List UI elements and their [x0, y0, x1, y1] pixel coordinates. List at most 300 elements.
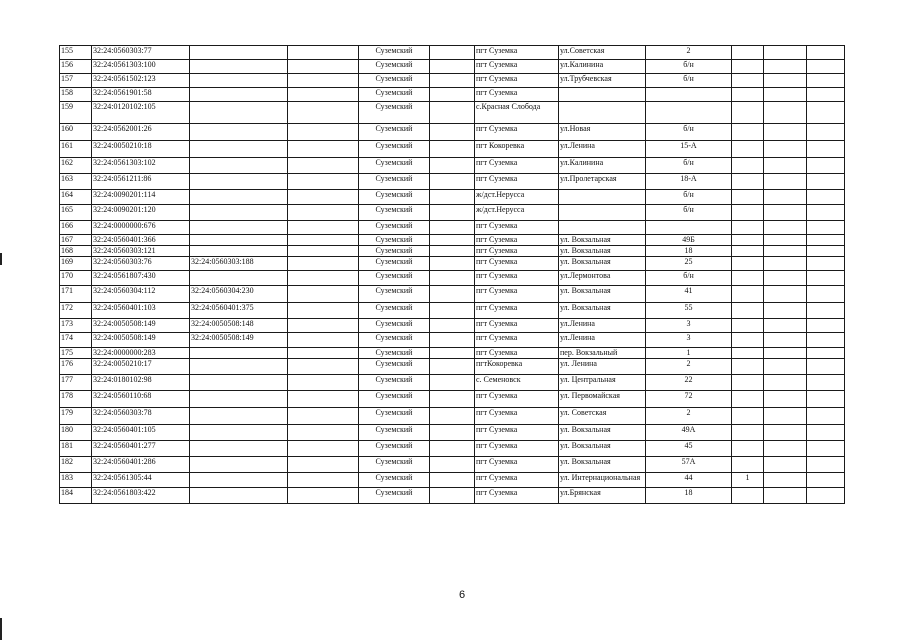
cell-street: ул. Вокзальная [559, 257, 646, 271]
cell-empty [288, 271, 359, 286]
cell-house: 49А [646, 425, 732, 441]
cell-cad2 [190, 102, 288, 124]
cell-n: 158 [60, 88, 92, 102]
cell-empty [807, 348, 845, 359]
cell-cad2: 32:24:0050508:148 [190, 319, 288, 333]
cell-house: 3 [646, 333, 732, 348]
registry-table [59, 45, 845, 504]
cell-empty [288, 359, 359, 375]
cell-district: Суземский [359, 286, 430, 303]
cell-settlement: пгт Суземка [475, 235, 559, 246]
cell-empty [288, 319, 359, 333]
cell-extra [732, 391, 764, 408]
cell-cad2 [190, 391, 288, 408]
cell-district: Суземский [359, 60, 430, 74]
cell-settlement: пгт Суземка [475, 158, 559, 174]
cell-settlement: пгт Суземка [475, 221, 559, 235]
cell-empty [764, 141, 807, 158]
cell-cad: 32:24:0561803:422 [92, 488, 190, 504]
cell-empty [807, 246, 845, 257]
table-row [60, 303, 845, 319]
cell-n: 156 [60, 60, 92, 74]
cell-cad2 [190, 124, 288, 141]
cell-cad: 32:24:0560110:68 [92, 391, 190, 408]
cell-street: ул. Вокзальная [559, 441, 646, 457]
cell-cad2 [190, 174, 288, 190]
cell-cad: 32:24:0560304:112 [92, 286, 190, 303]
cell-extra [732, 457, 764, 473]
table-row [60, 102, 845, 124]
cell-street: ул. Вокзальная [559, 235, 646, 246]
cell-settlement: ж/дст.Нерусса [475, 190, 559, 205]
cell-empty [430, 205, 475, 221]
cell-n: 168 [60, 246, 92, 257]
cell-extra [732, 425, 764, 441]
cell-extra [732, 246, 764, 257]
cell-district: Суземский [359, 141, 430, 158]
cell-cad: 32:24:0050210:18 [92, 141, 190, 158]
cell-extra [732, 174, 764, 190]
cell-cad2 [190, 348, 288, 359]
cell-cad: 32:24:0560401:105 [92, 425, 190, 441]
cell-empty [288, 286, 359, 303]
cell-district: Суземский [359, 391, 430, 408]
table-row [60, 235, 845, 246]
cell-extra [732, 286, 764, 303]
cell-n: 165 [60, 205, 92, 221]
cell-empty [807, 257, 845, 271]
cell-empty [764, 102, 807, 124]
cell-extra [732, 46, 764, 60]
cell-settlement: пгт Суземка [475, 60, 559, 74]
cell-cad: 32:24:0561303:100 [92, 60, 190, 74]
cell-n: 180 [60, 425, 92, 441]
cell-extra [732, 190, 764, 205]
cell-cad: 32:24:0560303:77 [92, 46, 190, 60]
cell-empty [764, 174, 807, 190]
cell-house: 2 [646, 46, 732, 60]
cell-empty [430, 246, 475, 257]
cell-settlement: пгт Суземка [475, 74, 559, 88]
cell-street [559, 88, 646, 102]
cell-extra [732, 271, 764, 286]
cell-empty [807, 102, 845, 124]
cell-district: Суземский [359, 74, 430, 88]
scan-edge-mark-top [0, 253, 2, 265]
cell-house: б/н [646, 124, 732, 141]
cell-house [646, 221, 732, 235]
cell-street: ул.Калинина [559, 60, 646, 74]
cell-cad: 32:24:0000000:283 [92, 348, 190, 359]
cell-settlement: пгт Суземка [475, 124, 559, 141]
cell-cad2 [190, 441, 288, 457]
cell-n: 171 [60, 286, 92, 303]
cell-empty [764, 348, 807, 359]
cell-empty [807, 158, 845, 174]
cell-street [559, 102, 646, 124]
cell-street: ул.Лермонтова [559, 271, 646, 286]
cell-empty [807, 441, 845, 457]
cell-district: Суземский [359, 174, 430, 190]
cell-house: 25 [646, 257, 732, 271]
cell-empty [764, 441, 807, 457]
cell-cad2 [190, 88, 288, 102]
cell-empty [764, 88, 807, 102]
cell-empty [288, 205, 359, 221]
cell-empty [807, 74, 845, 88]
cell-cad: 32:24:0560401:277 [92, 441, 190, 457]
cell-n: 166 [60, 221, 92, 235]
cell-empty [807, 141, 845, 158]
cell-extra [732, 124, 764, 141]
cell-empty [764, 375, 807, 391]
cell-empty [288, 102, 359, 124]
cell-house: 49Б [646, 235, 732, 246]
cell-district: Суземский [359, 124, 430, 141]
cell-district: Суземский [359, 457, 430, 473]
cell-empty [430, 319, 475, 333]
cell-n: 163 [60, 174, 92, 190]
cell-cad2 [190, 408, 288, 425]
cell-extra [732, 319, 764, 333]
cell-empty [430, 271, 475, 286]
cell-house: 72 [646, 391, 732, 408]
cell-street: ул. Вокзальная [559, 286, 646, 303]
table-row [60, 333, 845, 348]
cell-house: б/н [646, 60, 732, 74]
table-row [60, 271, 845, 286]
cell-extra [732, 333, 764, 348]
cell-street: ул. Интернациональная [559, 473, 646, 488]
cell-cad: 32:24:0560303:121 [92, 246, 190, 257]
cell-cad: 32:24:0561807:430 [92, 271, 190, 286]
cell-extra [732, 60, 764, 74]
cell-cad2: 32:24:0560304:230 [190, 286, 288, 303]
cell-district: Суземский [359, 235, 430, 246]
cell-cad: 32:24:0561305:44 [92, 473, 190, 488]
cell-cad2 [190, 74, 288, 88]
cell-empty [288, 457, 359, 473]
cell-street: ул. Советская [559, 408, 646, 425]
cell-empty [288, 46, 359, 60]
cell-extra [732, 348, 764, 359]
cell-cad2: 32:24:0560401:375 [190, 303, 288, 319]
cell-settlement: пгт Суземка [475, 348, 559, 359]
cell-cad: 32:24:0000000:676 [92, 221, 190, 235]
cell-empty [807, 319, 845, 333]
cell-empty [288, 141, 359, 158]
cell-empty [807, 235, 845, 246]
cell-cad: 32:24:0120102:105 [92, 102, 190, 124]
cell-cad2 [190, 246, 288, 257]
cell-district: Суземский [359, 190, 430, 205]
cell-house [646, 102, 732, 124]
cell-n: 157 [60, 74, 92, 88]
cell-settlement: пгт Суземка [475, 286, 559, 303]
cell-n: 179 [60, 408, 92, 425]
table-row [60, 205, 845, 221]
table-row [60, 221, 845, 235]
cell-empty [764, 74, 807, 88]
cell-n: 161 [60, 141, 92, 158]
cell-empty [288, 391, 359, 408]
cell-empty [764, 190, 807, 205]
page-number: 6 [458, 589, 466, 601]
cell-empty [430, 88, 475, 102]
cell-cad: 32:24:0561211:86 [92, 174, 190, 190]
cell-n: 172 [60, 303, 92, 319]
table-row [60, 488, 845, 504]
cell-cad: 32:24:0560401:286 [92, 457, 190, 473]
table-row [60, 457, 845, 473]
cell-n: 184 [60, 488, 92, 504]
cell-street: ул. Вокзальная [559, 457, 646, 473]
cell-cad2 [190, 46, 288, 60]
cell-district: Суземский [359, 205, 430, 221]
cell-n: 167 [60, 235, 92, 246]
cell-n: 160 [60, 124, 92, 141]
cell-cad2 [190, 60, 288, 74]
cell-cad2 [190, 190, 288, 205]
cell-settlement: пгт Суземка [475, 46, 559, 60]
cell-cad: 32:24:0561901:58 [92, 88, 190, 102]
cell-empty [807, 391, 845, 408]
cell-empty [288, 124, 359, 141]
cell-house: 2 [646, 408, 732, 425]
cell-house: 3 [646, 319, 732, 333]
cell-empty [807, 488, 845, 504]
cell-n: 170 [60, 271, 92, 286]
cell-empty [430, 60, 475, 74]
cell-house: 18 [646, 246, 732, 257]
cell-street: ул.Новая [559, 124, 646, 141]
cell-street: ул.Калинина [559, 158, 646, 174]
cell-house: 18 [646, 488, 732, 504]
cell-empty [764, 257, 807, 271]
cell-empty [288, 473, 359, 488]
cell-extra [732, 257, 764, 271]
cell-empty [807, 60, 845, 74]
table-row [60, 246, 845, 257]
cell-empty [807, 124, 845, 141]
cell-empty [807, 473, 845, 488]
cell-empty [764, 457, 807, 473]
cell-empty [430, 257, 475, 271]
cell-empty [764, 408, 807, 425]
cell-house: 57А [646, 457, 732, 473]
cell-empty [288, 174, 359, 190]
cell-district: Суземский [359, 319, 430, 333]
cell-district: Суземский [359, 408, 430, 425]
cell-district: Суземский [359, 246, 430, 257]
table-row [60, 359, 845, 375]
cell-extra [732, 303, 764, 319]
cell-n: 173 [60, 319, 92, 333]
cell-empty [807, 333, 845, 348]
cell-cad2: 32:24:0050508:149 [190, 333, 288, 348]
cell-district: Суземский [359, 303, 430, 319]
cell-street [559, 205, 646, 221]
cell-extra [732, 359, 764, 375]
table-row [60, 141, 845, 158]
cell-settlement: пгтКокоревка [475, 359, 559, 375]
cell-cad: 32:24:0560401:103 [92, 303, 190, 319]
cell-empty [430, 441, 475, 457]
cell-cad: 32:24:0562001:26 [92, 124, 190, 141]
cell-empty [764, 473, 807, 488]
cell-street: ул. Ленина [559, 359, 646, 375]
cell-cad2 [190, 473, 288, 488]
cell-empty [807, 425, 845, 441]
cell-empty [430, 221, 475, 235]
cell-district: Суземский [359, 359, 430, 375]
cell-empty [764, 46, 807, 60]
cell-district: Суземский [359, 473, 430, 488]
table-row [60, 88, 845, 102]
cell-empty [430, 190, 475, 205]
table-row [60, 375, 845, 391]
cell-cad: 32:24:0560303:76 [92, 257, 190, 271]
cell-cad2: 32:24:0560303:188 [190, 257, 288, 271]
cell-house: б/н [646, 271, 732, 286]
cell-district: Суземский [359, 348, 430, 359]
cell-settlement: пгт Суземка [475, 473, 559, 488]
cell-district: Суземский [359, 88, 430, 102]
table-row [60, 425, 845, 441]
cell-street: ул. Вокзальная [559, 303, 646, 319]
cell-district: Суземский [359, 425, 430, 441]
cell-cad: 32:24:0180102:98 [92, 375, 190, 391]
cell-house: 22 [646, 375, 732, 391]
cell-settlement: пгт Суземка [475, 391, 559, 408]
cell-street: ул.Ленина [559, 319, 646, 333]
cell-n: 164 [60, 190, 92, 205]
cell-settlement: пгт Суземка [475, 457, 559, 473]
table-row [60, 46, 845, 60]
cell-cad: 32:24:0050210:17 [92, 359, 190, 375]
cell-empty [430, 359, 475, 375]
cell-empty [288, 235, 359, 246]
cell-empty [430, 488, 475, 504]
cell-empty [430, 473, 475, 488]
cell-settlement: пгт Суземка [475, 246, 559, 257]
cell-settlement: пгт Суземка [475, 303, 559, 319]
cell-cad2 [190, 375, 288, 391]
cell-n: 176 [60, 359, 92, 375]
cell-street [559, 221, 646, 235]
cell-district: Суземский [359, 46, 430, 60]
cell-empty [288, 221, 359, 235]
cell-empty [807, 271, 845, 286]
cell-empty [764, 391, 807, 408]
cell-n: 182 [60, 457, 92, 473]
cell-empty [807, 457, 845, 473]
cell-empty [807, 408, 845, 425]
cell-empty [807, 174, 845, 190]
cell-street: ул. Вокзальная [559, 246, 646, 257]
cell-house: 55 [646, 303, 732, 319]
cell-n: 169 [60, 257, 92, 271]
cell-n: 177 [60, 375, 92, 391]
cell-n: 174 [60, 333, 92, 348]
cell-empty [430, 174, 475, 190]
cell-cad2 [190, 488, 288, 504]
cell-empty [807, 375, 845, 391]
cell-cad: 32:24:0561303:102 [92, 158, 190, 174]
cell-empty [764, 124, 807, 141]
cell-cad2 [190, 141, 288, 158]
cell-settlement: пгт Суземка [475, 319, 559, 333]
cell-empty [430, 425, 475, 441]
cell-n: 178 [60, 391, 92, 408]
cell-extra: 1 [732, 473, 764, 488]
cell-district: Суземский [359, 488, 430, 504]
cell-street: ул.Пролетарская [559, 174, 646, 190]
table-row [60, 286, 845, 303]
cell-empty [288, 303, 359, 319]
cell-cad2 [190, 221, 288, 235]
cell-n: 155 [60, 46, 92, 60]
cell-extra [732, 205, 764, 221]
cell-cad2 [190, 359, 288, 375]
cell-settlement: пгт Суземка [475, 488, 559, 504]
cell-empty [288, 375, 359, 391]
cell-empty [430, 235, 475, 246]
cell-street [559, 190, 646, 205]
cell-empty [288, 246, 359, 257]
cell-settlement: ж/дст.Нерусса [475, 205, 559, 221]
cell-house: 2 [646, 359, 732, 375]
cell-settlement: пгт Суземка [475, 441, 559, 457]
cell-empty [764, 221, 807, 235]
table-row [60, 158, 845, 174]
table-row [60, 174, 845, 190]
cell-street: ул.Ленина [559, 333, 646, 348]
cell-street: ул.Брянская [559, 488, 646, 504]
cell-extra [732, 158, 764, 174]
cell-empty [764, 286, 807, 303]
cell-extra [732, 235, 764, 246]
cell-cad: 32:24:0560401:366 [92, 235, 190, 246]
cell-cad: 32:24:0050508:149 [92, 333, 190, 348]
cell-street: ул. Центральная [559, 375, 646, 391]
cell-settlement: пгт Кокоревка [475, 141, 559, 158]
table-row [60, 60, 845, 74]
cell-house: 45 [646, 441, 732, 457]
cell-house: б/н [646, 158, 732, 174]
cell-cad2 [190, 425, 288, 441]
cell-cad2 [190, 158, 288, 174]
cell-empty [288, 190, 359, 205]
cell-empty [764, 303, 807, 319]
cell-empty [807, 286, 845, 303]
cell-empty [764, 235, 807, 246]
cell-settlement: с. Семеновск [475, 375, 559, 391]
table-row [60, 319, 845, 333]
cell-extra [732, 221, 764, 235]
cell-empty [764, 271, 807, 286]
cell-empty [430, 457, 475, 473]
cell-n: 159 [60, 102, 92, 124]
cell-street: ул. Вокзальная [559, 425, 646, 441]
cell-empty [288, 158, 359, 174]
cell-extra [732, 375, 764, 391]
cell-street: ул.Советская [559, 46, 646, 60]
cell-house: б/н [646, 74, 732, 88]
cell-empty [430, 158, 475, 174]
cell-cad2 [190, 205, 288, 221]
cell-cad: 32:24:0561502:123 [92, 74, 190, 88]
